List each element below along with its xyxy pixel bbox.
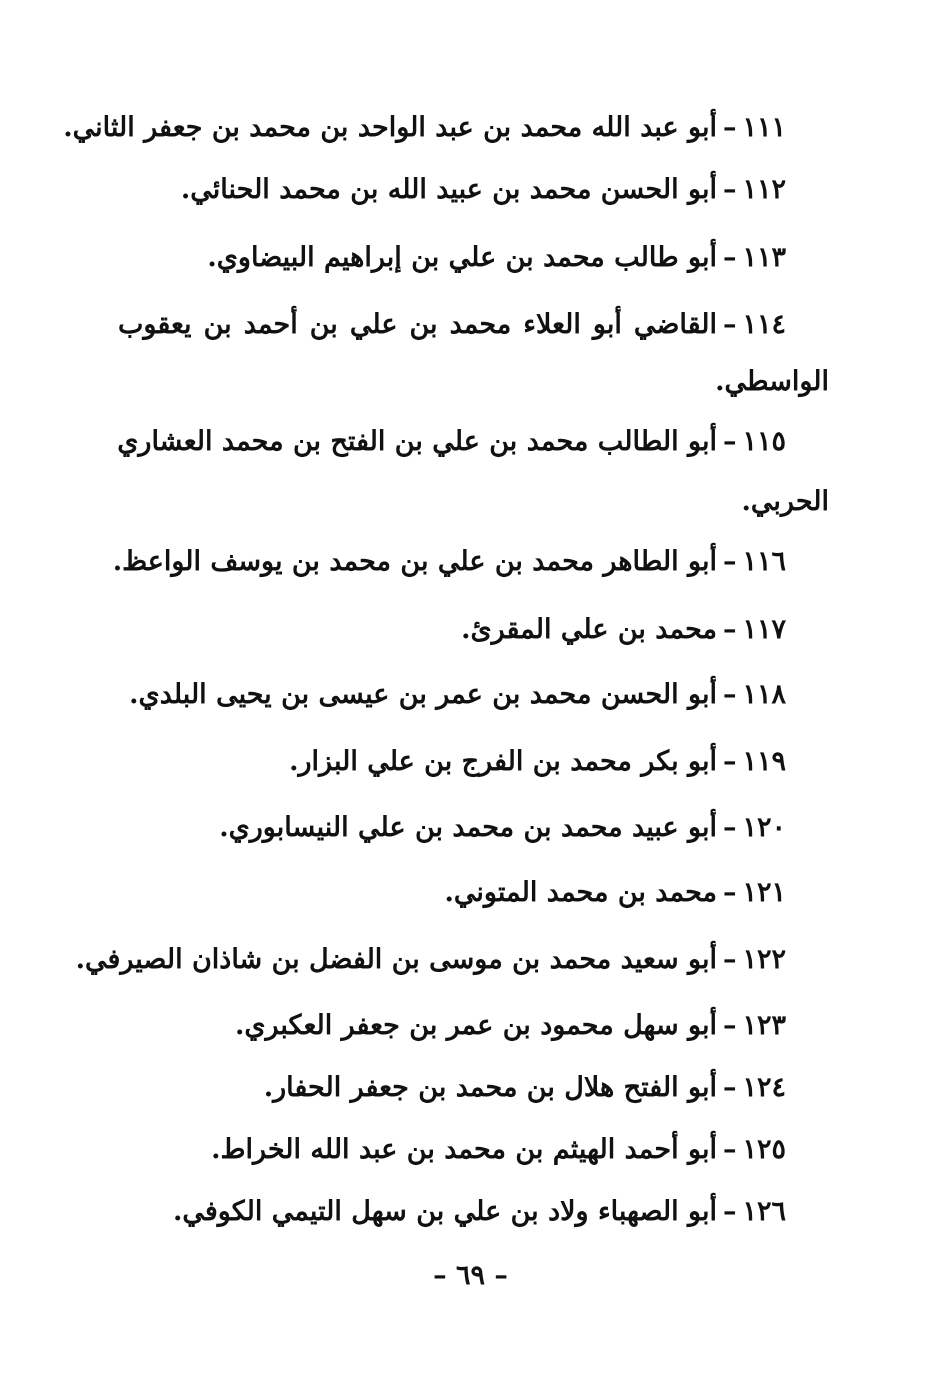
entry-number: ١١٨	[742, 679, 786, 710]
entry-text: محمد بن علي المقرئ.	[461, 614, 717, 645]
entry-dash: –	[722, 1134, 737, 1165]
entry-number: ١٢٥	[742, 1134, 786, 1165]
entry-number: ١٢٣	[742, 1010, 786, 1041]
entry-dash: –	[722, 1072, 737, 1103]
entry-113	[207, 238, 786, 278]
entry-123	[235, 1006, 786, 1046]
entry-text: أبو الفتح هلال بن محمد بن جعفر الحفار.	[263, 1072, 717, 1103]
entry-number: ١١٢	[742, 174, 786, 205]
entry-118	[129, 675, 786, 715]
entry-number: ١٢١	[742, 877, 786, 908]
entry-number: ١٢٠	[742, 812, 786, 843]
entry-text: أبو طالب محمد بن علي بن إبراهيم البيضاوي.	[207, 242, 717, 273]
entry-dash: –	[722, 614, 737, 645]
entry-number: ١١١	[742, 112, 786, 143]
entry-text: أبو الطاهر محمد بن علي بن محمد بن يوسف الواعظ.	[112, 546, 717, 577]
entry-text: أبو عبد الله محمد بن عبد الواحد بن محمد بن جعفر الثاني.	[63, 112, 717, 143]
entry-text: أبو سعيد محمد بن موسى بن الفضل بن شاذان الصيرفي.	[75, 944, 717, 975]
entry-number: ١١٥	[742, 426, 786, 457]
entry-number: ١١٤	[742, 309, 786, 340]
entry-number: ١٢٢	[742, 944, 786, 975]
entry-114-continuation: الواسطي.	[715, 366, 829, 397]
entry-dash: –	[722, 546, 737, 577]
entry-115-continuation: الحربي.	[741, 486, 829, 517]
entry-dash: –	[722, 174, 737, 205]
page-number: – ٦٩ –	[433, 1260, 508, 1291]
entry-number: ١٢٦	[742, 1196, 786, 1227]
entry-dash: –	[722, 679, 737, 710]
entry-111	[63, 108, 786, 148]
entry-dash: –	[722, 877, 737, 908]
entry-text: أبو أحمد الهيثم بن محمد بن عبد الله الخراط.	[211, 1134, 717, 1165]
entry-number: ١٢٤	[742, 1072, 786, 1103]
entry-124	[264, 1068, 786, 1108]
entry-text: أبو الطالب محمد بن علي بن الفتح بن محمد العشاري	[117, 426, 717, 457]
entry-dash: –	[722, 944, 737, 975]
entry-122	[76, 940, 786, 980]
entry-text: أبو الحسن محمد بن عبيد الله بن محمد الحنائي.	[180, 174, 717, 205]
entry-112	[181, 170, 786, 210]
entry-120	[219, 808, 786, 848]
entry-number: ١١٩	[742, 746, 786, 777]
entry-dash: –	[722, 812, 737, 843]
entry-number: ١١٧	[742, 614, 786, 645]
entry-number: ١١٣	[742, 242, 786, 273]
entry-dash: –	[722, 1196, 737, 1227]
entry-text: أبو عبيد محمد بن محمد بن علي النيسابوري.	[219, 812, 717, 843]
entry-121	[445, 873, 786, 913]
entry-dash: –	[722, 242, 737, 273]
entry-text: أبو سهل محمود بن عمر بن جعفر العكبري.	[234, 1010, 717, 1041]
entry-119	[289, 742, 786, 782]
entry-number: ١١٦	[742, 546, 786, 577]
entry-114	[118, 305, 786, 345]
entry-text: القاضي أبو العلاء محمد بن علي بن أحمد بن يعقوب	[118, 309, 717, 340]
entry-dash: –	[722, 309, 737, 340]
entry-dash: –	[722, 426, 737, 457]
entry-126	[173, 1192, 786, 1232]
entry-text: أبو بكر محمد بن الفرج بن علي البزار.	[289, 746, 717, 777]
entry-dash: –	[722, 1010, 737, 1041]
entry-text: أبو الحسن محمد بن عمر بن عيسى بن يحيى البلدي.	[129, 679, 717, 710]
entry-125	[211, 1130, 786, 1170]
entry-116	[113, 542, 786, 582]
entry-115	[118, 422, 786, 462]
entry-text: محمد بن محمد المتوني.	[444, 877, 717, 908]
entry-117	[461, 610, 786, 650]
entry-text: أبو الصهباء ولاد بن علي بن سهل التيمي الكوفي.	[172, 1196, 717, 1227]
entry-dash: –	[722, 112, 737, 143]
entry-dash: –	[722, 746, 737, 777]
